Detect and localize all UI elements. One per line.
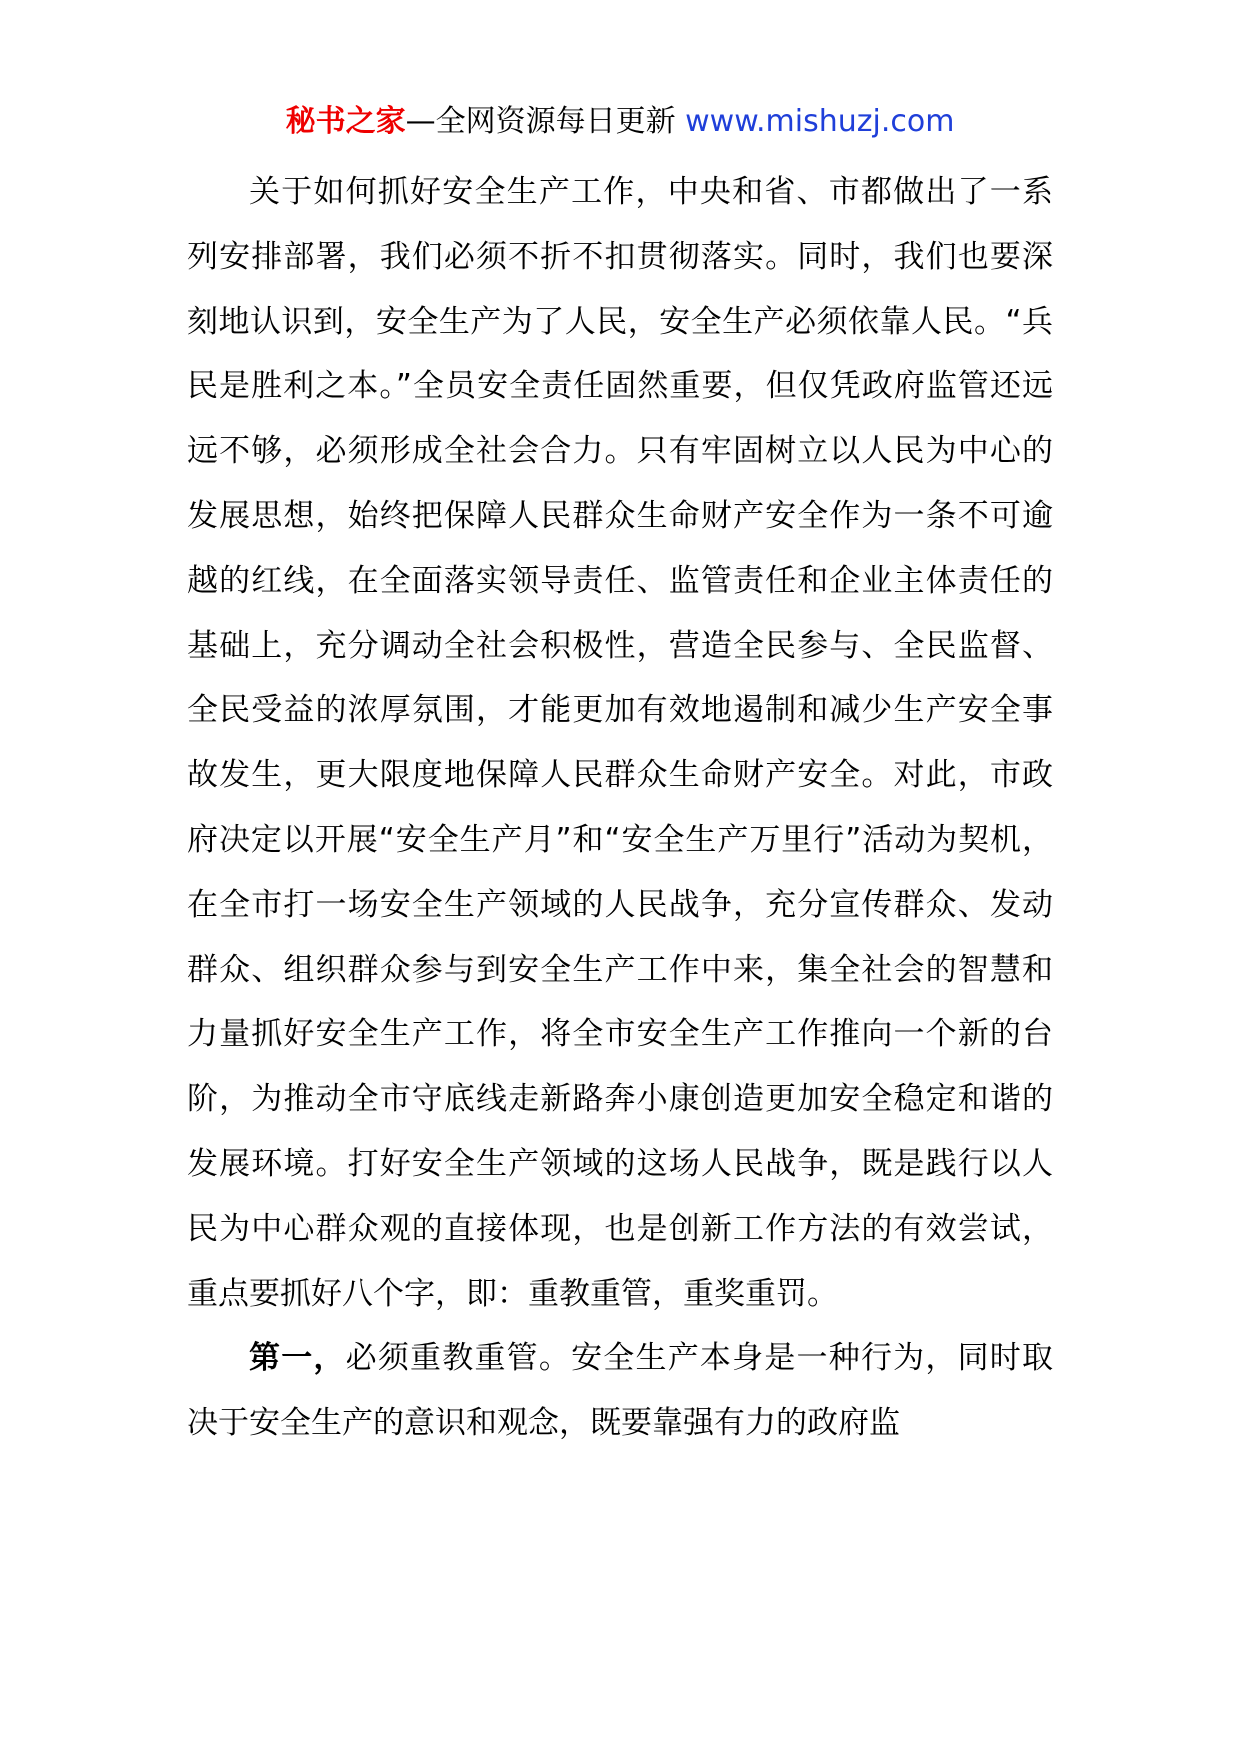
- paragraph-lead: 第一，: [249, 1340, 346, 1377]
- brand-name: 秘书之家: [285, 104, 406, 139]
- paragraph-intro: [187, 160, 1053, 1326]
- site-url-link[interactable]: www.mishuzj.com: [685, 104, 955, 139]
- paragraph-text: 必须重教重管。安全生产本身是一种行为，同时取决于安全生产的意识和观念，既要靠强有力的政府监: [187, 1340, 1053, 1442]
- paragraph-text: 关于如何抓好安全生产工作，中央和省、市都做出了一系列安排部署，我们必须不折不扣贯彻落实。同时，我们也要深刻地认识到，安全生产为了人民，安全生产必须依靠人民。“兵民是胜利之本。”全员安全责任固然重要，但仅凭政府监管还远远不够，必须形成全社会合力。只有牢固树立以人民为中心的发展思想，始终把保障人民群众生命财产安全作为一条不可逾越的红线，在全面落实领导责任、监管责任和企业主体责任的基础上，充分调动全社会积极性，营造全民参与、全民监督、全民受益的浓厚氛围，才能更加有效地遏制和减少生产安全事故发生，更大限度地保障人民群众生命财产安全。对此，市政府决定以开展“安全生产月”和“安全生产万里行”活动为契机，在全市打一场安全生产领域的人民战争，充分宣传群众、发动群众、组织群众参与到安全生产工作中来，集全社会的智慧和力量抓好安全生产工作，将全市安全生产工作推向一个新的台阶，为推动全市守底线走新路奔小康创造更加安全稳定和谐的发展环境。打好安全生产领域的这场人民战争，既是践行以人民为中心群众观的直接体现，也是创新工作方法的有效尝试，重点要抓好八个字，即：重教重管，重奖重罚。: [187, 174, 1053, 1312]
- document-body: [187, 160, 1053, 1456]
- header-tagline: —全网资源每日更新: [405, 104, 676, 139]
- site-header: [0, 100, 1240, 144]
- paragraph-first-point: [187, 1326, 1053, 1456]
